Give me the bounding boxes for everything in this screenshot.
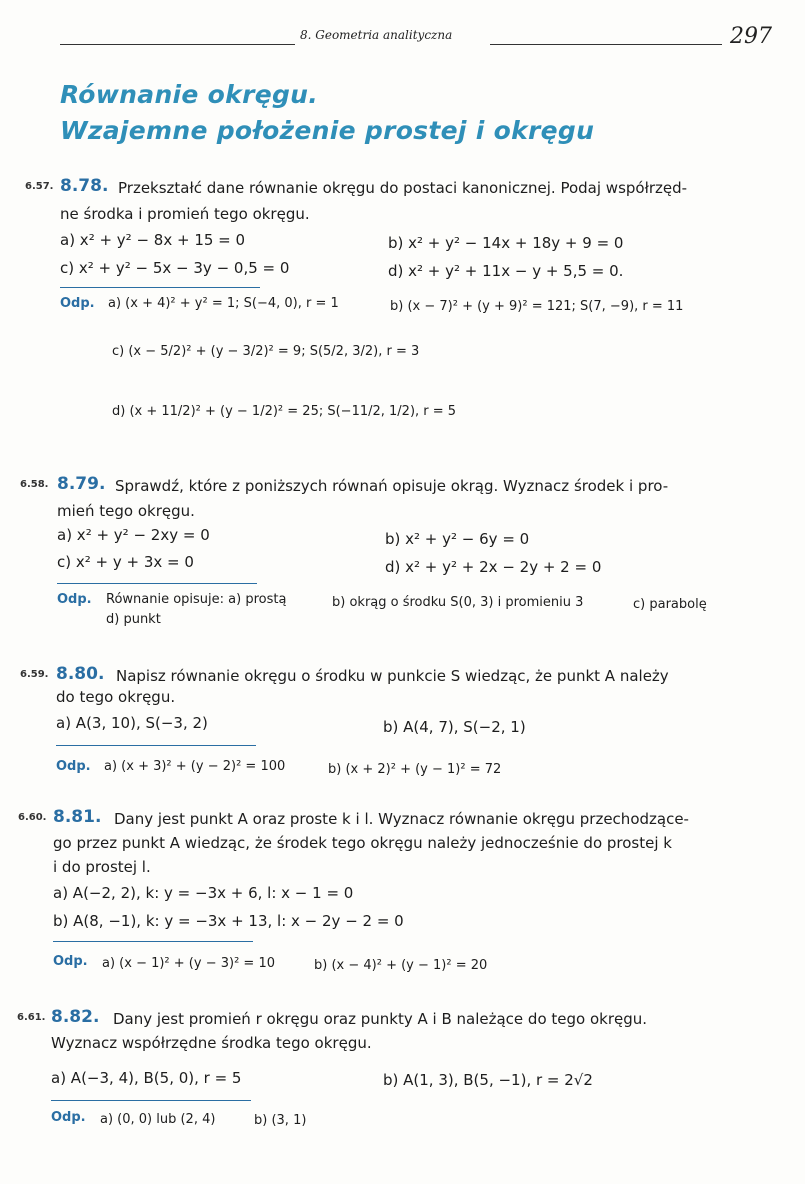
exercise-text: Wyznacz współrzędne środka tego okręgu.: [51, 1034, 372, 1052]
answer-a: a) (x − 1)² + (y − 3)² = 10: [102, 956, 275, 971]
exercise-text: i do prostej l.: [53, 858, 151, 876]
exercise-text: Dany jest promień r okręgu oraz punkty A i B należące do tego okręgu.: [113, 1010, 648, 1028]
answer-separator: [57, 583, 257, 584]
side-number: 6.60.: [18, 812, 47, 823]
exercise-text: do tego okręgu.: [56, 688, 176, 706]
exercise-number: 8.82.: [51, 1007, 100, 1027]
exercise-text: Przekształć dane równanie okręgu do postaci kanonicznej. Podaj współrzęd-: [118, 179, 688, 197]
side-number: 6.61.: [17, 1012, 46, 1023]
header-rule-right: [490, 44, 722, 45]
subtask-b: b) x² + y² − 6y = 0: [385, 530, 530, 548]
answer-separator: [60, 287, 260, 288]
exercise-number: 8.78.: [60, 176, 109, 196]
subtask-d: d) x² + y² + 2x − 2y + 2 = 0: [385, 558, 602, 576]
exercise-text: ne środka i promień tego okręgu.: [60, 205, 310, 223]
answer-separator: [53, 941, 253, 942]
answer-c: c) (x − 5/2)² + (y − 3/2)² = 9; S(5/2, 3/2), r = 3: [112, 344, 420, 359]
section-title-line2: Wzajemne położenie prostej i okręgu: [60, 116, 595, 145]
answer-b: b) okrąg o środku S(0, 3) i promieniu 3: [332, 595, 584, 610]
subtask-a: a) A(−3, 4), B(5, 0), r = 5: [51, 1069, 242, 1087]
section-title-line1: Równanie okręgu.: [60, 80, 319, 109]
page-number: 297: [730, 24, 772, 49]
answer-a: a) (x + 4)² + y² = 1; S(−4, 0), r = 1: [108, 296, 339, 311]
exercise-number: 8.81.: [53, 807, 102, 827]
answer-b: b) (x − 7)² + (y + 9)² = 121; S(7, −9), r = 11: [390, 299, 684, 314]
subtask-b: b) x² + y² − 14x + 18y + 9 = 0: [388, 234, 624, 252]
subtask-b: b) A(1, 3), B(5, −1), r = 2√2: [383, 1071, 593, 1089]
answer-b: b) (x + 2)² + (y − 1)² = 72: [328, 762, 502, 777]
subtask-a: a) A(−2, 2), k: y = −3x + 6, l: x − 1 = 0: [53, 884, 354, 902]
exercise-text: Sprawdź, które z poniższych równań opisuje okrąg. Wyznacz środek i pro-: [115, 477, 669, 495]
answer-separator: [56, 745, 256, 746]
answer-a: a) (0, 0) lub (2, 4): [100, 1112, 216, 1127]
subtask-b: b) A(4, 7), S(−2, 1): [383, 718, 526, 736]
answer-label: Odp.: [57, 592, 92, 607]
subtask-d: d) x² + y² + 11x − y + 5,5 = 0.: [388, 262, 624, 280]
exercise-text: Dany jest punkt A oraz proste k i l. Wyznacz równanie okręgu przechodzące-: [114, 810, 689, 828]
side-number: 6.59.: [20, 669, 49, 680]
subtask-c: c) x² + y² − 5x − 3y − 0,5 = 0: [60, 259, 290, 277]
answer-label: Odp.: [51, 1110, 86, 1125]
answer-c: c) parabolę: [633, 597, 707, 612]
answer-a: a) (x + 3)² + (y − 2)² = 100: [104, 759, 286, 774]
exercise-text: go przez punkt A wiedząc, że środek tego okręgu należy jednocześnie do prostej k: [53, 834, 672, 852]
exercise-number: 8.79.: [57, 474, 106, 494]
answer-label: Odp.: [60, 296, 95, 311]
side-number: 6.58.: [20, 479, 49, 490]
subtask-a: a) A(3, 10), S(−3, 2): [56, 714, 208, 732]
answer-d: d) punkt: [106, 612, 161, 627]
answer-b: b) (3, 1): [254, 1113, 307, 1128]
subtask-b: b) A(8, −1), k: y = −3x + 13, l: x − 2y − 2 = 0: [53, 912, 404, 930]
subtask-a: a) x² + y² − 8x + 15 = 0: [60, 231, 246, 249]
answer-label: Odp.: [56, 759, 91, 774]
subtask-c: c) x² + y + 3x = 0: [57, 553, 194, 571]
answer-label: Odp.: [53, 954, 88, 969]
exercise-text: mień tego okręgu.: [57, 502, 195, 520]
exercise-text: Napisz równanie okręgu o środku w punkcie S wiedząc, że punkt A należy: [116, 667, 669, 685]
side-number: 6.57.: [25, 181, 54, 192]
answer-b: b) (x − 4)² + (y − 1)² = 20: [314, 958, 488, 973]
answer-a: Równanie opisuje: a) prostą: [106, 592, 287, 607]
header-rule-left: [60, 44, 295, 45]
answer-separator: [51, 1100, 251, 1101]
subtask-a: a) x² + y² − 2xy = 0: [57, 526, 210, 544]
answer-d: d) (x + 11/2)² + (y − 1/2)² = 25; S(−11/2, 1/2), r = 5: [112, 404, 457, 419]
exercise-number: 8.80.: [56, 664, 105, 684]
running-title: 8. Geometria analityczna: [300, 28, 453, 42]
